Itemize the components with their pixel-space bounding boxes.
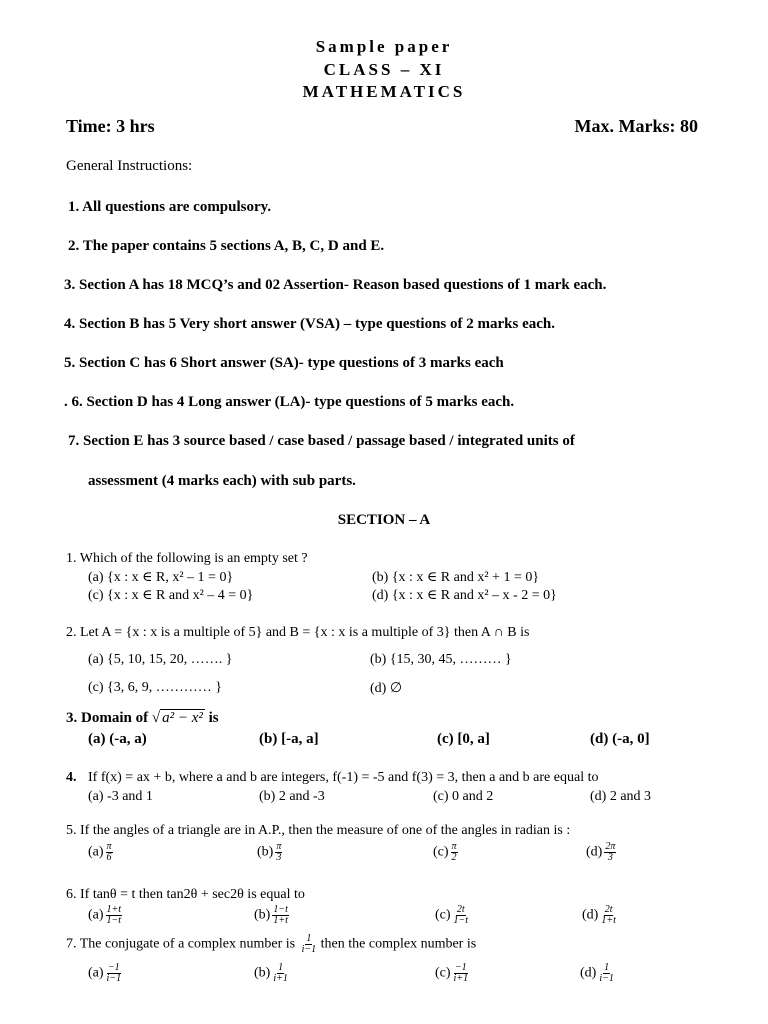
instruction-item: assessment (4 marks each) with sub parts. [88, 473, 356, 489]
denominator: i+1 [273, 973, 288, 984]
q1-option-b: (b) {x : x ∈ R and x² + 1 = 0} [372, 570, 540, 585]
numerator: 2π [605, 841, 616, 852]
q5-option-b [257, 842, 282, 863]
numerator: 1−t [273, 904, 288, 915]
q3-option-d: (d) (-a, 0] [590, 731, 650, 747]
option-label: (a) [88, 965, 104, 981]
fraction [600, 905, 617, 926]
instruction-item: 7. Section E has 3 source based / case based / passage based / integrated units of [68, 433, 575, 449]
numerator: −1 [454, 962, 467, 973]
question-6: 6. If tanθ = t then tan2θ + sec2θ is equal to [66, 887, 305, 902]
instruction-item: 4. Section B has 5 Very short answer (VSA) – type questions of 2 marks each. [64, 316, 555, 332]
option-label: (b) [254, 965, 271, 981]
q6-option-b [254, 905, 289, 926]
denominator: 2 [451, 852, 457, 863]
q5-option-c [433, 842, 458, 863]
option-label: (d) [586, 844, 603, 860]
q3-suffix: is [208, 710, 219, 726]
option-label: (a) [88, 907, 104, 923]
question-1: 1. Which of the following is an empty set ? [66, 551, 308, 566]
fraction [106, 842, 113, 863]
fraction [453, 905, 470, 926]
class-title: CLASS – XI [323, 60, 445, 79]
fraction [598, 963, 615, 984]
question-7 [66, 934, 476, 955]
sqrt-expression: √ a² − x² [151, 710, 203, 726]
denominator: 1+t [273, 915, 288, 926]
sqrt-radicand: a² − x² [162, 710, 203, 726]
question-4 [66, 770, 598, 786]
numerator: 1 [306, 933, 312, 944]
q4-number: 4. [66, 770, 77, 785]
q1-option-c: (c) {x : x ∈ R and x² – 4 = 0} [88, 588, 254, 603]
q3-option-b: (b) [-a, a] [259, 731, 319, 747]
option-label: (d) [582, 907, 599, 923]
fraction [272, 963, 289, 984]
denominator: 3 [607, 852, 613, 863]
numerator: π [451, 841, 457, 852]
denominator: i+1 [453, 973, 469, 984]
option-label: (c) [435, 907, 451, 923]
denominator: 6 [106, 852, 112, 863]
option-label: (c) [435, 965, 451, 981]
fraction [272, 905, 289, 926]
numerator: −1 [107, 962, 120, 973]
q1-option-d: (d) {x : x ∈ R and x² – x - 2 = 0} [372, 588, 557, 603]
denominator: 1+t [601, 915, 616, 926]
q7-option-d [580, 963, 615, 984]
instruction-item: 5. Section C has 6 Short answer (SA)- type questions of 3 marks each [64, 355, 504, 371]
numerator: 1+t [106, 904, 122, 915]
q4-option-a: (a) -3 and 1 [88, 789, 153, 804]
question-3 [66, 710, 219, 727]
fraction [301, 934, 318, 955]
fraction [453, 963, 470, 984]
instruction-item: . 6. Section D has 4 Long answer (LA)- type questions of 5 marks each. [64, 394, 515, 410]
q6-option-a [88, 905, 122, 926]
denominator: i−1 [106, 973, 122, 984]
q2-option-a: (a) {5, 10, 15, 20, ……. } [88, 652, 233, 667]
q4-option-d: (d) 2 and 3 [590, 789, 652, 804]
q6-option-c [435, 905, 469, 926]
numerator: 2t [456, 904, 465, 915]
q5-option-a [88, 842, 113, 863]
instruction-item: 1. All questions are compulsory. [68, 199, 272, 215]
q2-option-b: (b) {15, 30, 45, ……… } [370, 652, 512, 667]
q3-option-a: (a) (-a, a) [88, 731, 147, 747]
q7-option-c [435, 963, 469, 984]
q7-text-after: then the complex number is [320, 936, 477, 952]
instruction-item: 3. Section A has 18 MCQ’s and 02 Assertion- Reason based questions of 1 mark each. [64, 277, 607, 293]
q7-option-b [254, 963, 289, 984]
q6-option-d [582, 905, 617, 926]
option-label: (b) [254, 907, 271, 923]
denominator: i−1 [301, 944, 317, 955]
q2-option-c: (c) {3, 6, 9, ………… } [88, 680, 222, 695]
denominator: 1−t [106, 915, 122, 926]
instruction-item: 2. The paper contains 5 sections A, B, C, D and E. [68, 238, 385, 254]
q4-option-b: (b) 2 and -3 [259, 789, 325, 804]
q4-option-c: (c) 0 and 2 [433, 789, 494, 804]
q3-option-c: (c) [0, a] [437, 731, 490, 747]
option-label: (d) [580, 965, 597, 981]
fraction [451, 842, 458, 863]
q7-option-a [88, 963, 122, 984]
fraction [106, 905, 123, 926]
numerator: 2t [604, 904, 613, 915]
time-label: Time: 3 hrs [66, 116, 155, 136]
question-5: 5. If the angles of a triangle are in A.P., then the measure of one of the angles in radian is : [66, 823, 571, 838]
numerator: 1 [278, 962, 284, 973]
paper-title: Sample paper [315, 37, 453, 56]
numerator: 1 [604, 962, 610, 973]
q4-text: If f(x) = ax + b, where a and b are integers, f(-1) = -5 and f(3) = 3, then a and b are equal to [88, 770, 599, 785]
option-label: (c) [433, 844, 449, 860]
question-2: 2. Let A = {x : x is a multiple of 5} and B = {x : x is a multiple of 3} then A ∩ B is [66, 625, 530, 640]
numerator: π [276, 841, 282, 852]
fraction [604, 842, 616, 863]
section-a-heading: SECTION – A [337, 512, 431, 528]
fraction [106, 963, 123, 984]
fraction [275, 842, 282, 863]
denominator: i−1 [599, 973, 614, 984]
q3-text: 3. Domain of [66, 710, 149, 726]
max-marks-label: Max. Marks: 80 [574, 116, 698, 136]
q2-option-d: (d) ∅ [370, 681, 403, 696]
option-label: (a) [88, 844, 104, 860]
subject-title: MATHEMATICS [302, 82, 466, 101]
denominator: 3 [276, 852, 282, 863]
q5-option-d [586, 842, 616, 863]
q1-option-a: (a) {x : x ∈ R, x² – 1 = 0} [88, 570, 234, 585]
denominator: 1−t [453, 915, 469, 926]
q7-text-before: 7. The conjugate of a complex number is [66, 936, 296, 952]
instructions-heading: General Instructions: [66, 158, 193, 174]
numerator: π [106, 841, 112, 852]
option-label: (b) [257, 844, 274, 860]
